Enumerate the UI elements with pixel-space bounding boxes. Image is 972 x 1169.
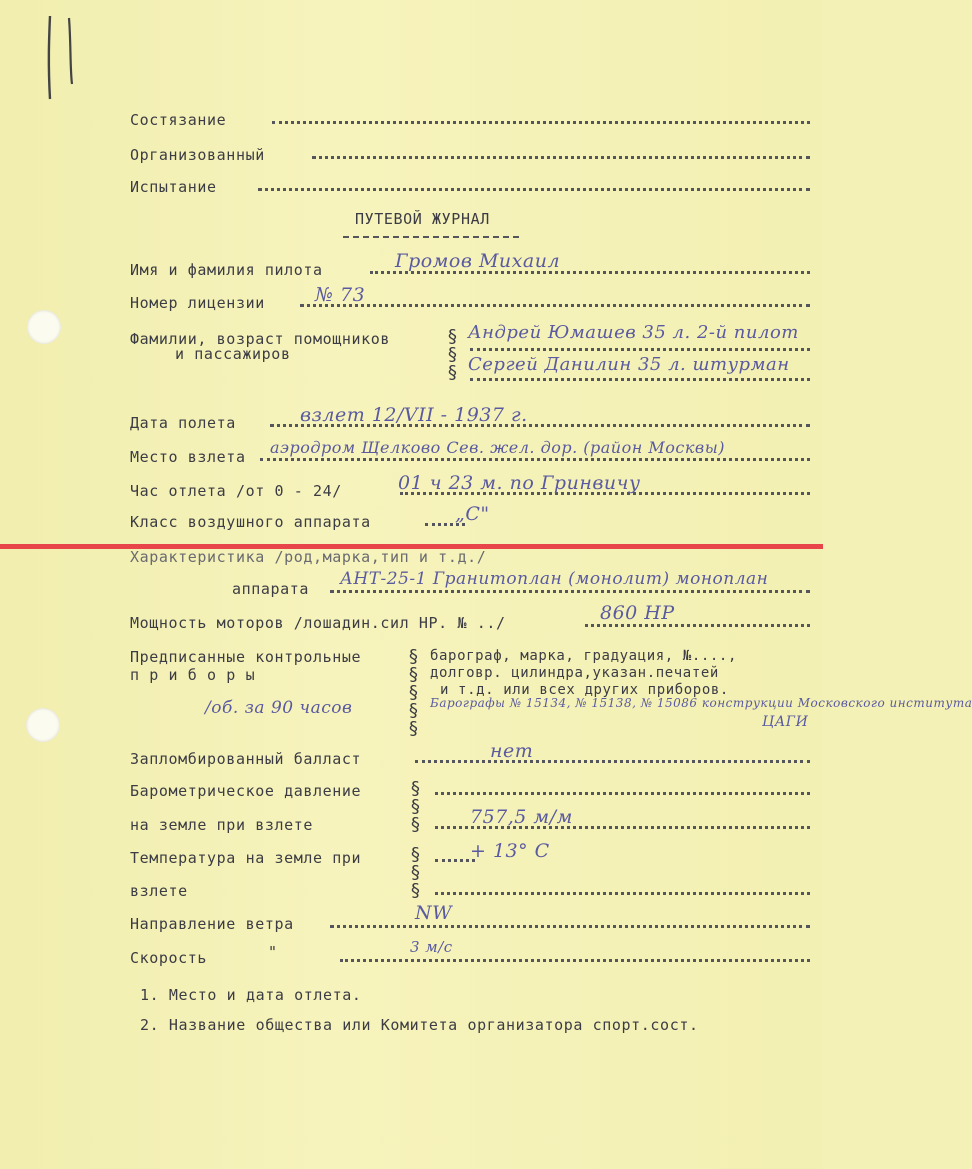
wind-speed-value: 3 м/с xyxy=(410,938,453,956)
punch-hole-top xyxy=(27,310,61,344)
pressure-value: 757,5 м/м xyxy=(470,806,573,828)
ditto-mark: " xyxy=(268,943,278,961)
test-label: Испытание xyxy=(130,178,217,196)
instruments-text-3: и т.д. или всех других приборов. xyxy=(440,682,729,698)
instruments-label-1: Предписанные контрольные xyxy=(130,648,362,666)
wind-direction-label: Направление ветра xyxy=(130,915,294,933)
dotted-line xyxy=(260,458,810,461)
dotted-line xyxy=(435,892,810,895)
pilot-label: Имя и фамилия пилота xyxy=(130,261,323,279)
characteristic-label-2: аппарата xyxy=(232,580,310,598)
ballast-label: Запломбированный балласт xyxy=(130,750,362,768)
footnote-2: 2. Название общества или Комитета организатора спорт.сост. xyxy=(140,1016,699,1034)
departure-time-value: 01 ч 23 м. по Гринвичу xyxy=(398,472,641,494)
instruments-side-note: /об. за 90 часов xyxy=(205,698,353,718)
dotted-line xyxy=(330,925,810,928)
instruments-text-2: долговр. цилиндра,указан.печатей xyxy=(430,665,719,681)
wind-speed-label: Скорость xyxy=(130,949,208,967)
dotted-line xyxy=(300,304,810,307)
instruments-text-1: барограф, марка, градуация, №...., xyxy=(430,648,737,664)
date-value: взлет 12/VII - 1937 г. xyxy=(300,404,528,426)
title-underline xyxy=(343,236,519,238)
crew-value-2: Сергей Данилин 35 л. штурман xyxy=(468,354,790,375)
pencil-mark xyxy=(42,14,82,104)
pilot-value: Громов Михаил xyxy=(395,250,561,272)
place-value: аэродром Щелково Сев. жел. дор. (район Москвы) xyxy=(270,438,725,457)
dotted-line xyxy=(470,378,810,381)
departure-time-label: Час отлета /от 0 - 24/ xyxy=(130,482,342,500)
dotted-line xyxy=(435,792,810,795)
aircraft-class-label: Класс воздушного аппарата xyxy=(130,513,371,531)
brace-mark: § § § § § xyxy=(408,646,419,739)
temperature-value: + 13° С xyxy=(470,840,550,862)
dotted-line xyxy=(470,348,810,351)
crew-label-2: и пассажиров xyxy=(175,345,291,363)
footnote-1: 1. Место и дата отлета. xyxy=(140,986,362,1004)
crew-value-1: Андрей Юмашев 35 л. 2-й пилот xyxy=(468,322,799,343)
temperature-label-2: взлете xyxy=(130,882,188,900)
crew-label-1: Фамилии, возраст помощников xyxy=(130,330,391,348)
license-label: Номер лицензии xyxy=(130,294,265,312)
brace-mark: § § § xyxy=(410,778,421,835)
dotted-line xyxy=(415,760,810,763)
instruments-value-1: Барографы № 15134, № 15138, № 15086 конструкции Московского института xyxy=(430,696,972,710)
dotted-line xyxy=(585,624,810,627)
temperature-label-1: Температура на земле при xyxy=(130,849,362,867)
pressure-label-2: на земле при взлете xyxy=(130,816,313,834)
engine-power-value: 860 НР xyxy=(600,602,675,624)
brace-mark: § § § xyxy=(410,844,421,901)
aircraft-class-value: „С" xyxy=(455,503,490,525)
characteristic-value: АНТ-25-1 Гранитоплан (монолит) моноплан xyxy=(340,569,769,589)
punch-hole-bottom xyxy=(26,708,60,742)
dotted-line xyxy=(330,590,810,593)
page-title: ПУТЕВОЙ ЖУРНАЛ xyxy=(355,210,490,228)
characteristic-label-1: Характеристика /род,марка,тип и т.д./ xyxy=(130,548,487,566)
pressure-label-1: Барометрическое давление xyxy=(130,782,362,800)
dotted-line xyxy=(340,959,810,962)
brace-mark: § § § xyxy=(447,326,458,383)
dotted-line xyxy=(312,156,810,159)
wind-direction-value: NW xyxy=(415,902,453,924)
license-value: № 73 xyxy=(315,284,366,306)
dotted-line xyxy=(435,859,475,862)
dotted-line xyxy=(258,188,810,191)
engine-power-label: Мощность моторов /лошадин.сил НР. № ../ xyxy=(130,614,506,632)
dotted-line xyxy=(272,121,810,124)
organized-label: Организованный xyxy=(130,146,265,164)
instruments-value-2: ЦАГИ xyxy=(762,714,809,730)
ballast-value: нет xyxy=(490,740,534,762)
instruments-label-2: п р и б о р ы xyxy=(130,666,256,684)
place-label: Место взлета xyxy=(130,448,246,466)
sostyazanie-label: Состязание xyxy=(130,111,227,129)
date-label: Дата полета xyxy=(130,414,236,432)
